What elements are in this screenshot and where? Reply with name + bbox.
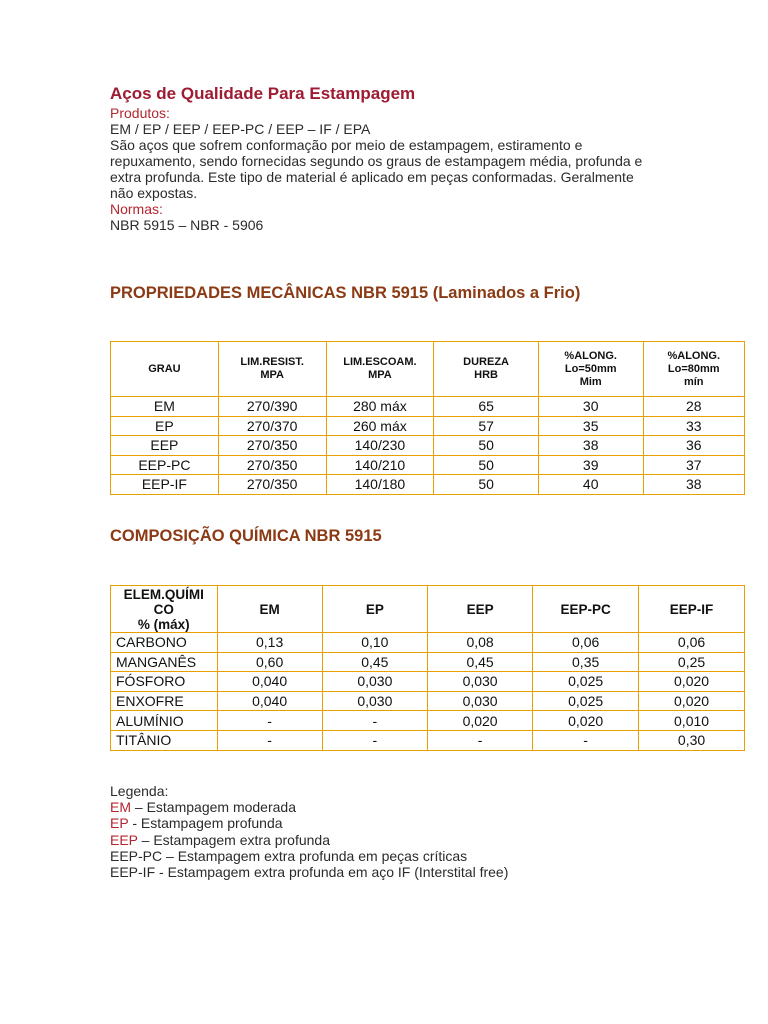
table-cell: 270/350 (218, 455, 326, 475)
table-cell: 0,45 (322, 652, 427, 672)
table-cell: 270/370 (218, 416, 326, 436)
table-cell: - (217, 711, 322, 731)
table-cell: 0,45 (427, 652, 532, 672)
legend-description: – Estampagem extra profunda em peças críticas (162, 847, 468, 864)
table-cell: 36 (643, 436, 744, 456)
table-cell: 50 (434, 436, 539, 456)
column-header: ELEM.QUÍMI CO % (máx) (111, 586, 218, 633)
table-cell: MANGANÊS (111, 652, 218, 672)
intro-block (110, 105, 670, 233)
table-header-row (111, 586, 745, 633)
mechanical-properties-table (110, 341, 745, 495)
table-cell: 0,13 (217, 633, 322, 653)
table-cell: - (322, 711, 427, 731)
table-cell: 270/390 (218, 397, 326, 417)
description-line: não expostas. (110, 185, 198, 201)
legend-code: EP (110, 815, 129, 832)
description-line: São aços que sofrem conformação por meio de estampagem, estiramento e (110, 137, 583, 153)
table-cell: 50 (434, 455, 539, 475)
legend-item (110, 848, 508, 864)
table-cell: 0,020 (533, 711, 639, 731)
table-cell: 0,030 (427, 672, 532, 692)
legend-description: - Estampagem extra profunda em aço IF (Interstital free) (155, 864, 509, 881)
legend-code: EEP-PC (110, 847, 163, 864)
table-cell: 28 (643, 397, 744, 417)
table-cell: 140/230 (326, 436, 434, 456)
table-cell: 0,30 (639, 730, 745, 750)
table-cell: - (217, 730, 322, 750)
table-cell: 0,040 (217, 672, 322, 692)
column-header: %ALONG. Lo=50mm Mim (538, 342, 643, 397)
table-cell: 65 (434, 397, 539, 417)
table-row (111, 730, 745, 750)
chemical-heading: COMPOSIÇÃO QUÍMICA NBR 5915 (110, 527, 382, 545)
description-line: repuxamento, sendo fornecidas segundo os graus de estampagem média, profunda e (110, 153, 643, 169)
column-header: EEP-PC (533, 586, 639, 633)
table-cell: 0,040 (217, 691, 322, 711)
table-header-row (111, 342, 745, 397)
table-cell: 0,030 (322, 691, 427, 711)
table-cell: 0,25 (639, 652, 745, 672)
table-cell: ENXOFRE (111, 691, 218, 711)
table-row (111, 475, 745, 495)
table-cell: - (322, 730, 427, 750)
legend-item (110, 864, 508, 880)
norms-value: NBR 5915 – NBR - 5906 (110, 217, 264, 233)
table-cell: 0,60 (217, 652, 322, 672)
table-row (111, 397, 745, 417)
table-cell: 0,08 (427, 633, 532, 653)
table-cell: 0,020 (427, 711, 532, 731)
column-header: %ALONG. Lo=80mm mín (643, 342, 744, 397)
table-cell: 40 (538, 475, 643, 495)
legend-code: EEP-IF (110, 864, 156, 881)
legend-block (110, 783, 508, 880)
table-cell: EEP (111, 436, 219, 456)
table-row (111, 672, 745, 692)
column-header: GRAU (111, 342, 219, 397)
table-cell: 0,030 (427, 691, 532, 711)
table-cell: 270/350 (218, 475, 326, 495)
table-cell: 39 (538, 455, 643, 475)
table-cell: 57 (434, 416, 539, 436)
norms-label: Normas: (110, 201, 163, 217)
table-cell: 140/210 (326, 455, 434, 475)
column-header: LIM.ESCOAM. MPA (326, 342, 434, 397)
products-label: Produtos: (110, 105, 170, 121)
legend-title: Legenda: (110, 783, 169, 799)
table-cell: 270/350 (218, 436, 326, 456)
table-row (111, 436, 745, 456)
table-cell: 33 (643, 416, 744, 436)
table-cell: FÓSFORO (111, 672, 218, 692)
legend-description: – Estampagem extra profunda (137, 831, 330, 848)
table-cell: 260 máx (326, 416, 434, 436)
table-cell: 0,025 (533, 691, 639, 711)
table-cell: 30 (538, 397, 643, 417)
legend-description: - Estampagem profunda (128, 815, 283, 832)
table-cell: 0,06 (533, 633, 639, 653)
table-cell: 0,020 (639, 691, 745, 711)
legend-item (110, 799, 508, 815)
table-cell: 38 (538, 436, 643, 456)
legend-item (110, 832, 508, 848)
legend-code: EM (110, 799, 131, 816)
description-line: extra profunda. Este tipo de material é aplicado em peças conformadas. Geralmente (110, 169, 634, 185)
column-header: EM (217, 586, 322, 633)
table-cell: ALUMÍNIO (111, 711, 218, 731)
table-cell: 0,06 (639, 633, 745, 653)
table-row (111, 652, 745, 672)
table-cell: 35 (538, 416, 643, 436)
products-list: EM / EP / EEP / EEP-PC / EEP – IF / EPA (110, 121, 371, 137)
legend-item (110, 815, 508, 831)
chemical-composition-table (110, 585, 745, 751)
table-cell: EP (111, 416, 219, 436)
table-row (111, 711, 745, 731)
table-cell: - (533, 730, 639, 750)
table-cell: EM (111, 397, 219, 417)
table-cell: 0,025 (533, 672, 639, 692)
table-cell: CARBONO (111, 633, 218, 653)
table-cell: 0,35 (533, 652, 639, 672)
table-cell: TITÂNIO (111, 730, 218, 750)
legend-code: EEP (110, 831, 138, 848)
table-cell: EEP-PC (111, 455, 219, 475)
column-header: EP (322, 586, 427, 633)
table-cell: - (427, 730, 532, 750)
page-title: Aços de Qualidade Para Estampagem (110, 84, 416, 103)
table-row (111, 455, 745, 475)
column-header: EEP (427, 586, 532, 633)
column-header: LIM.RESIST. MPA (218, 342, 326, 397)
table-row (111, 691, 745, 711)
legend-description: – Estampagem moderada (131, 799, 296, 816)
table-cell: 37 (643, 455, 744, 475)
table-cell: 280 máx (326, 397, 434, 417)
table-cell: 50 (434, 475, 539, 495)
table-cell: 0,010 (639, 711, 745, 731)
table-row (111, 416, 745, 436)
table-cell: EEP-IF (111, 475, 219, 495)
column-header: DUREZA HRB (434, 342, 539, 397)
table-cell: 0,030 (322, 672, 427, 692)
table-cell: 0,10 (322, 633, 427, 653)
column-header: EEP-IF (639, 586, 745, 633)
table-cell: 38 (643, 475, 744, 495)
table-row (111, 633, 745, 653)
table-cell: 140/180 (326, 475, 434, 495)
table-cell: 0,020 (639, 672, 745, 692)
mechanical-heading: PROPRIEDADES MECÂNICAS NBR 5915 (Laminados a Frio) (110, 284, 581, 302)
